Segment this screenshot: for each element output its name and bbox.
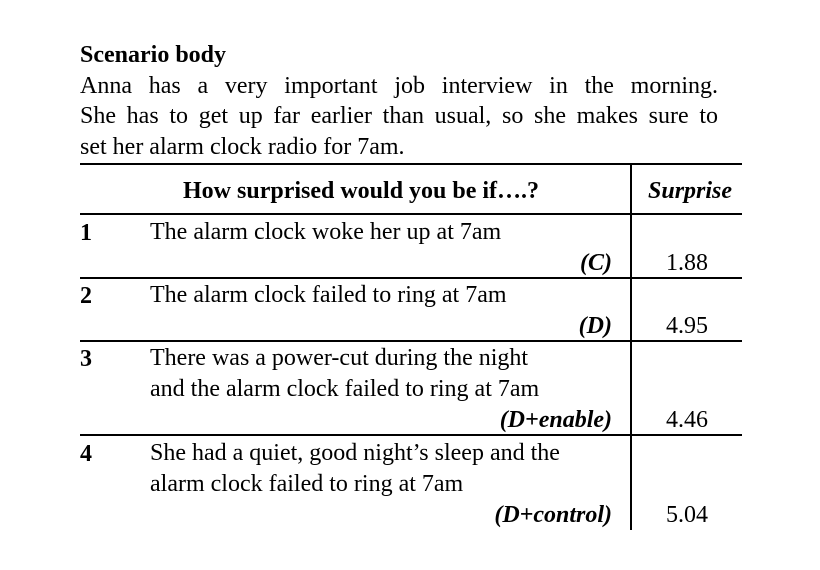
surprise-header: Surprise [648, 178, 733, 204]
scenario-line-3: set her alarm clock radio for 7am. [80, 134, 405, 160]
row-4-text-line-1: She had a quiet, good night’s sleep and the [150, 440, 560, 466]
row-3-surprise: 4.46 [666, 407, 708, 433]
row-3-text-line-2: and the alarm clock failed to ring at 7am [150, 376, 540, 402]
row-1-surprise: 1.88 [666, 250, 708, 276]
column-divider [630, 163, 632, 530]
row-3-code: (D+enable) [499, 407, 612, 433]
header-bottom-rule [80, 213, 742, 215]
scenario-line-1: Anna has a very important job interview in the morning. [80, 73, 718, 99]
question-header: How surprised would you be if….? [183, 178, 540, 204]
row-4-surprise: 5.04 [666, 502, 708, 528]
row-2-text-line-1: The alarm clock failed to ring at 7am [150, 282, 507, 308]
scenario-line-2: She has to get up far earlier than usual, so she makes sure to [80, 103, 718, 129]
row-4-text-line-2: alarm clock failed to ring at 7am [150, 471, 464, 497]
scenario-heading: Scenario body [80, 42, 227, 68]
row-4-code: (D+control) [494, 502, 612, 528]
row-4-number: 4 [80, 441, 92, 467]
row-1-code: (C) [580, 250, 612, 276]
row-2-code: (D) [578, 313, 612, 339]
row-1-text-line-1: The alarm clock woke her up at 7am [150, 219, 502, 245]
row-3-text-line-1: There was a power-cut during the night [150, 345, 529, 371]
row-2-number: 2 [80, 283, 92, 309]
table-top-rule [80, 163, 742, 165]
row-1-number: 1 [80, 220, 92, 246]
row-3-number: 3 [80, 346, 92, 372]
row-2-surprise: 4.95 [666, 313, 708, 339]
